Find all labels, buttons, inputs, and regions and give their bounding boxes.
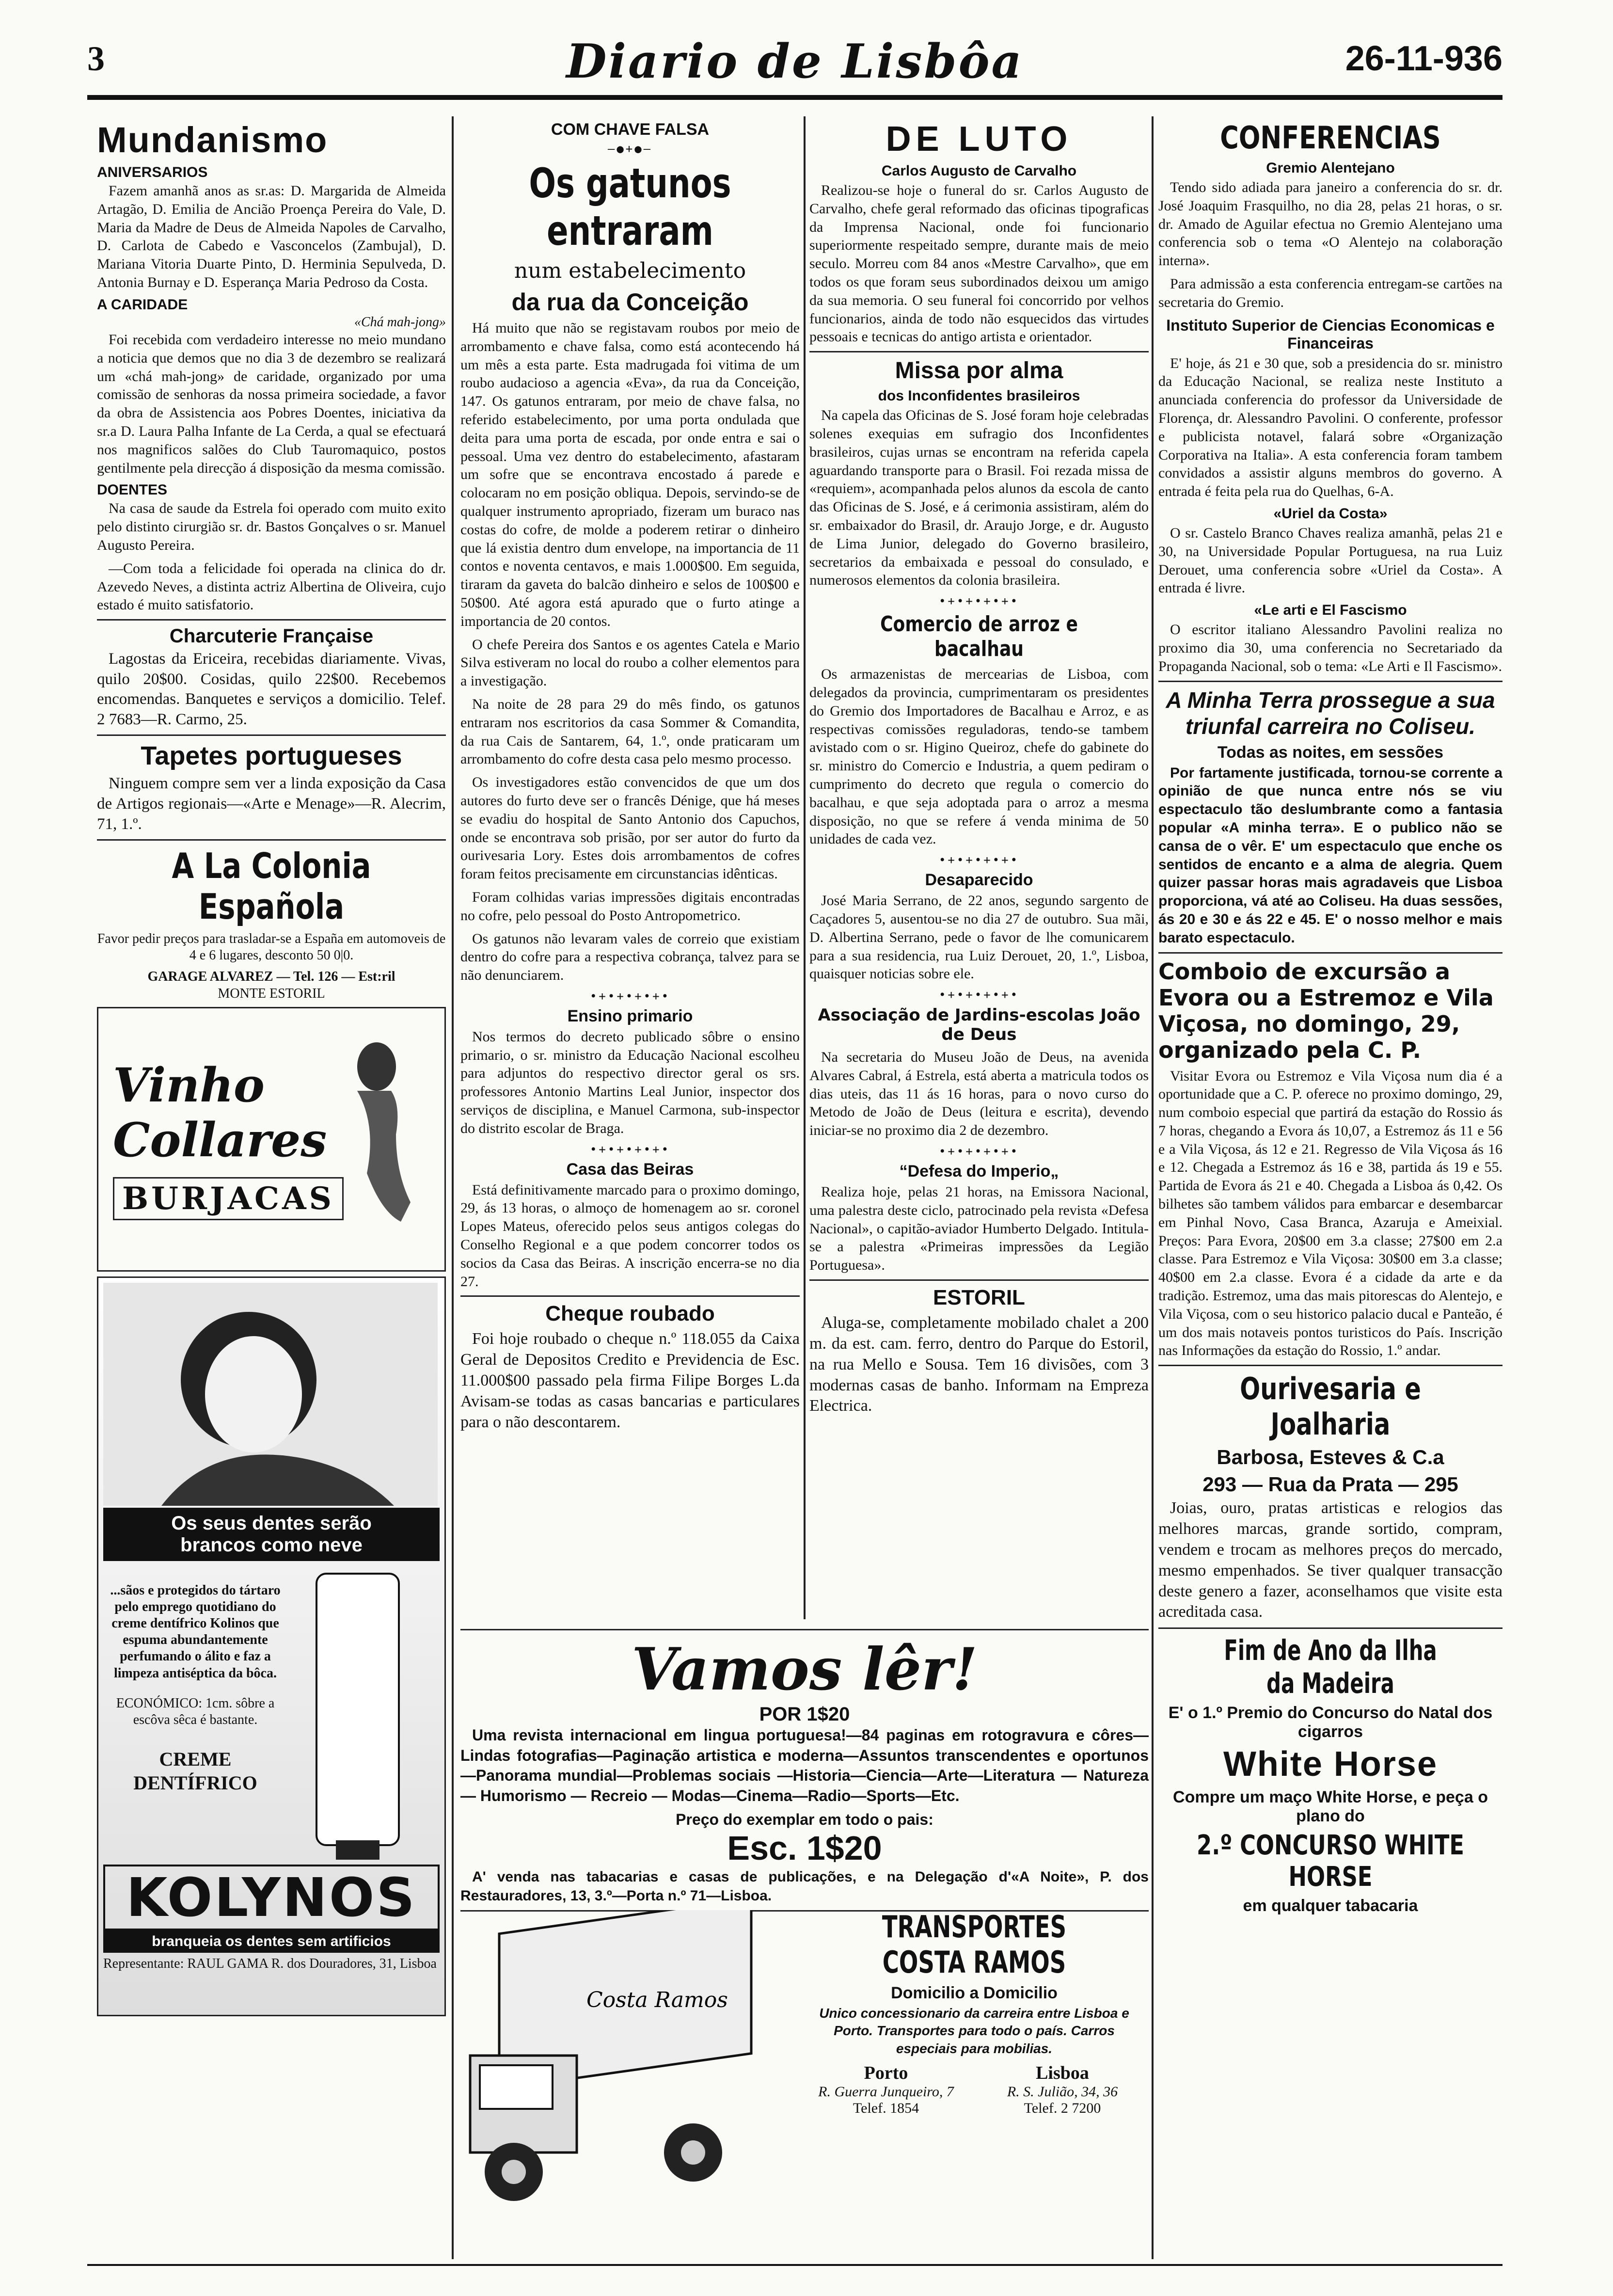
gatunos-text-4: Os investigadores estão convencidos de que um dos autores do furto deve ser o francês Dénige, que há meses se evadiu do hospital de Santo Antonio dos Capuchos, onde se encontrava sob prisão, por ser autor do furto da ourivesaria Lory. Estes dois arrombamentos de cofres foram feitos precisamente em circunstancias idênticas. (460, 774, 800, 882)
vamos-ler-price: POR 1$20 (759, 1704, 850, 1725)
ensino-title: Ensino primario (567, 1006, 693, 1025)
column-1 (97, 116, 446, 2259)
kolynos-brand: KOLYNOS (103, 1865, 440, 1930)
kolynos-creme: CREME DENTÍFRICO (133, 1748, 257, 1794)
instituto-text: E' hoje, ás 21 e 30 que, sob a presidencia do sr. ministro da Educação Nacional, se realiza neste Instituto a anunciada conferencia do professor da Universidade de Florença, dr. Alessandro Pavolini. O conferente, professor e publicista notavel, falará sobre «Organização Corporativa na Italia». A esta conferencia foram tambem convidados a assistir alguns membros do governo. A entrada é feita pela rua do Quelhas, 6-A. (1158, 355, 1502, 500)
estoril-text: Aluga-se, completamente mobilado chalet a 200 m. da est. cam. ferro, dentro do Parque do Estoril, na rua Mello e Sousa. Tem 16 divisões, com 3 modernas casas de banho. Informam na Empreza Electrica. (809, 1314, 1149, 1415)
masthead (87, 34, 1502, 87)
luto-subtitle: Carlos Augusto de Carvalho (881, 163, 1077, 179)
fascismo-title: «Le arti e El Fascismo (1254, 602, 1407, 619)
ornament: •+•+•+•+• (589, 989, 671, 1003)
conferencias-subtitle: Gremio Alentejano (1266, 160, 1395, 176)
divider (1158, 681, 1502, 682)
minha-terra-title: A Minha Terra prossegue a sua triunfal carreira no Coliseu. (1166, 687, 1495, 739)
vamos-ler-price-label: Preço do exemplar em todo o pais: (676, 1811, 933, 1829)
vinho-line-1: Vinho (113, 1058, 265, 1113)
doentes-label: DOENTES (97, 482, 168, 498)
column-3 (809, 116, 1149, 1614)
comercio-title: Comercio de arroz e bacalhau (880, 612, 1078, 662)
article-subtitle-2: da rua da Conceição (511, 288, 749, 316)
defesa-title: “Defesa do Imperio„ (899, 1162, 1059, 1181)
vamos-ler-text: Uma revista internacional em lingua portuguesa!—84 paginas em rotogravura e côres—Lindas fotografias—Paginação artistica e moderna—Assuntos transcendentes e oportunos—Panorama mundial—Problemas sociais —Historia—Ciencia—Arte—Literatura — Natureza — Humorismo — Recreio — Modas—Cinema—Radio—Sports—Etc. (460, 1726, 1149, 1804)
issue-date: 26-11-936 (1345, 39, 1502, 78)
vamos-ler-title: Vamos lêr! (631, 1635, 978, 1704)
gatunos-text-1: Há muito que não se registavam roubos por meio de arrombamento e chave falsa, como está acontecendo há um mês a esta parte. Esta madrugada foi vitima de um roubo audacioso a agencia «Eva», da rua da Conceição, 147. Os gatunos entraram, por meio de chave falsa, no referido estabelecimento, por uma porta ondulada que deita para uma porta de escada, por onde entra e sai o pessoal. Uma vez dentro do estabelecimento, afastaram um sofre que se encontrava encostado á parede e colocaram no em posição obliqua. Depois, servindo-se de qualquer instrumento apropriado, fizeram um buraco nas costas do cofre, de molde a poderem retirar o dinheiro que lá existia dentro dum envelope, na importancia de 11 contos e noventa centavos, e mais 1.000$00. Em seguida, tiraram da gaveta do balcão dinheiro e selos de 100$00 e 50$00. Até agora está apurado que o furto atinge a importancia de 20 contos. (460, 320, 800, 629)
madeira-text: E' o 1.º Premio do Concurso do Natal dos cigarros (1168, 1704, 1493, 1741)
divider (1158, 1365, 1502, 1366)
divider (97, 734, 446, 736)
uriel-text: O sr. Castelo Branco Chaves realiza amanhã, pelas 21 e 30, na Universidade Popular Portuguesa, na rua Luiz Derouet, uma conferencia sobre «Uriel da Costa». A entrada é livre. (1158, 525, 1502, 596)
ensino-text: Nos termos do decreto publicado sôbre o ensino primario, o sr. ministro da Educação Nacional escolheu para adjuntos do respectivo director geral os srs. professores Antonio Martins Leal Junior, inspector dos serviços de disciplina, e Manuel Carmona, sub-inspector do distrito escolar de Braga. (460, 1028, 800, 1136)
article-kicker: COM CHAVE FALSA (551, 120, 710, 139)
defesa-text: Realiza hoje, pelas 21 horas, na Emissora Nacional, uma palestra deste ciclo, patrocinado pela revista «Defesa Nacional», o capitão-aviador Humberto Delgado. Intitula-se a palestra «Primeiras impressões da Legião Portuguesa». (809, 1184, 1149, 1274)
colonia-garage: GARAGE ALVAREZ — Tel. 126 — Est:ril (147, 969, 395, 985)
porto-label: Porto (864, 2063, 908, 2084)
madeira-title: Fim de Ano da Ilha da Madeira (1224, 1634, 1437, 1700)
toothpaste-tube-illustration (287, 1569, 423, 1860)
white-horse-brand: White Horse (1223, 1745, 1438, 1784)
porto-phone: Telef. 1854 (853, 2100, 919, 2117)
white-horse-text: Compre um maço White Horse, e peça o plano do (1173, 1788, 1488, 1826)
lisboa-label: Lisboa (1036, 2063, 1089, 2084)
page-number: 3 (87, 39, 105, 78)
ornament: •+•+•+•+• (938, 1145, 1020, 1159)
cheque-title: Cheque roubado (545, 1302, 715, 1326)
column-divider (1152, 116, 1154, 2259)
kolynos-representative: Representante: RAUL GAMA R. dos Douradores, 31, Lisboa (103, 1956, 437, 1971)
column-divider (804, 116, 806, 1619)
ourivesaria-subtitle: Barbosa, Esteves & C.a (1217, 1446, 1444, 1469)
header-rule (87, 95, 1502, 100)
divider (1158, 1627, 1502, 1629)
divider (1158, 952, 1502, 954)
gatunos-text-2: O chefe Pereira dos Santos e os agentes Catela e Mario Silva estiveram no local do roubo a colher elementos para a investigação. (460, 636, 800, 689)
comboio-text: Visitar Evora ou Estremoz e Vila Viçosa num dia é a oportunidade que a C. P. oferece no proximo domingo, 29, num comboio especial que partirá da estação do Rossio ás 7 horas, chegando a Evora ás 10,07, a Estremoz ás 11 e 56 e a Vila Viçosa, ás 12 e 21. Regresso de Vila Viçosa ás 16 e 12. Chegada a Estremoz ás 16 e 38, partida ás 19 e 55. Partida de Evora ás 21 e 40. Chegada a Lisboa ás 0,42. Os bilhetes são tambem válidos para embarcar e desembarcar em Pinhal Novo, Casa Branca, Azaruja e Ameixial. Preços: Para Evora, 20$00 em 3.a classe; 27$00 em 2.a classe. Para Estremoz e Vila Viçosa: 30$00 em 3.a classe; 40$00 em 2.a classe. Evora é a cidade da arte e da tradição. Estremoz, uma das mais pitorescas do Alentejo, e Vila Viçosa, com o seu historico palacio ducal e Panteão, é um dos mais notaveis pontos turisticos do País. Inscrição nas Informações da estação do Rossio, 1.º andar. (1158, 1068, 1502, 1359)
divider (97, 839, 446, 841)
vamos-ler-ad (460, 1624, 1149, 1916)
comboio-title: Comboio de excursão a Evora ou a Estremoz e Vila Viçosa, no domingo, 29, organizado pela C. P. (1158, 958, 1494, 1063)
jardins-text: Na secretaria do Museu João de Deus, na avenida Alvares Cabral, á Estrela, está aberta a matricula todos os dias uteis, das 11 ás 16 horas, para o novo curso do Metodo de João de Deus (leitura e escrita), devendo iniciar-se no proximo dia 2 de dezembro. (809, 1049, 1149, 1139)
charcuterie-text: Lagostas da Ericeira, recebidas diariamente. Vivas, quilo 20$00. Cosidas, quilo 22$00. Recebemos encomendas. Banquetes e serviços a domicilio. Telef. 2 7683—R. Carmo, 25. (97, 650, 446, 728)
vamos-ler-sale: A' venda nas tabacarias e casas de publicações, e na Delegação d'«A Noite», P. dos Restauradores, 13, 3.º—Porta n.º 71—Lisboa. (460, 1869, 1149, 1904)
ornament: •+•+•+•+• (589, 1142, 671, 1156)
colonia-text: Favor pedir preços para trasladar-se a España em automoveis de 4 e 6 lugares, desconto 50 0|0. (97, 931, 446, 963)
desaparecido-title: Desaparecido (925, 871, 1033, 890)
kolynos-ad (97, 1276, 446, 2016)
kolynos-text: ...sãos e protegidos do tártaro pelo emprego quotidiano do creme dentífrico Kolinos que espuma abundantemente perfumando o álito e faz a limpeza antiséptica da bôca. (110, 1582, 281, 1681)
lisboa-phone: Telef. 2 7200 (1024, 2100, 1101, 2117)
estoril-title: ESTORIL (933, 1286, 1025, 1310)
porto-address: R. Guerra Junqueiro, 7 (818, 2084, 954, 2100)
divider (809, 351, 1149, 352)
woman-portrait-illustration (103, 1283, 438, 1506)
missa-title: Missa por alma (895, 358, 1063, 384)
colonia-place: MONTE ESTORIL (218, 986, 325, 1001)
truck-label: Costa Ramos (586, 1988, 728, 2012)
divider (97, 619, 446, 621)
column-divider (452, 116, 454, 2259)
instituto-title: Instituto Superior de Ciencias Economicas e Financeiras (1166, 316, 1495, 352)
luto-text: Realizou-se hoje o funeral do sr. Carlos Augusto de Carvalho, chefe geral reformado das oficinas tipograficas da Imprensa Nacional, onde foi funcionario superiormente respeitado sempre, durante mais de meio seculo. Morreu com 84 anos «Mestre Carvalho», que em todos os que foram seus subordinados deixou um amigo da sua memoria. O seu funeral foi concorrido por velhos funcionarios, ainda de todo não esquecidos das virtudes pessoais e tecnicas do antigo artista e orientador. (809, 182, 1149, 345)
white-horse-where: em qualquer tabacaria (1243, 1897, 1418, 1915)
conferencias-title: CONFERENCIAS (1220, 120, 1441, 156)
aniversarios-label: ANIVERSARIOS (97, 164, 208, 180)
nude-figure-illustration (323, 1028, 430, 1231)
transportes-subtitle: Domicilio a Domicilio (891, 1984, 1058, 2002)
article-title-gatunos: Os gatunos entraram (529, 159, 731, 255)
beiras-text: Está definitivamente marcado para o proximo domingo, 29, ás 13 horas, o almoço de homenagem ao sr. coronel Lopes Mateus, oferecido pelos seus antigos colegas do Conselho Regional e a que podem concorrer todos os socios da Casa das Beiras. A inscrição encerra-se no dia 27. (460, 1181, 800, 1290)
column-2 (460, 116, 800, 1614)
conferencias-text-2: Para admissão a esta conferencia entregam-se cartões na secretaria do Gremio. (1158, 275, 1502, 310)
ornament: •+•+•+•+• (938, 853, 1020, 867)
divider (809, 1279, 1149, 1281)
vinho-line-2: Collares (113, 1113, 327, 1168)
caridade-text: Foi recebida com verdadeiro interesse no meio mundano a noticia que demos que no dia 3 de dezembro se realizará um «chá mah-jong» de caridade, organizado por uma comissão de senhoras da nossa primeira sociedade, a favor da obra de Assistencia aos Pobres Doentes, iniciativa da sr.a D. Laura Palha Infante de La Cerda, a qual se efectuará nos magnificos salões do Club Tauromaquico, postos gentilmente pela direcção á disposição da mesma comissão. (97, 331, 446, 476)
doentes-text-2: —Com toda a felicidade foi operada na clinica do dr. Azevedo Neves, a distinta actriz Albertina de Oliveira, cujo estado é muito satisfatorio. (97, 560, 446, 613)
minha-terra-subtitle: Todas as noites, em sessões (1217, 743, 1444, 762)
fascismo-text: O escritor italiano Alessandro Pavolini realiza no proximo dia 30, uma conferencia no Secretariado da Propaganda Nacional, sob o tema: «Le Arti e Il Fascismo». (1158, 622, 1502, 674)
truck-illustration (460, 1910, 771, 2211)
white-horse-contest: 2.º CONCURSO WHITE HORSE (1197, 1830, 1464, 1893)
jardins-title: Associação de Jardins-escolas João de Deus (818, 1005, 1140, 1045)
uriel-title: «Uriel da Costa» (1273, 505, 1388, 522)
charcuterie-title: Charcuterie Française (169, 625, 374, 647)
cheque-text: Foi hoje roubado o cheque n.º 118.055 da Caixa Geral de Depositos Credito e Previdencia de Esc. 11.000$00 passado pela firma Filipe Borges L.da Avisam-se todas as casas bancarias e particulares para o não descontarem. (460, 1330, 800, 1431)
comercio-text: Os armazenistas de mercearias de Lisboa, com delegados da provincia, cumprimentaram os presidentes do Gremio dos Importadores de Bacalhau e Arroz, e as respectivas comissões reguladoras, tendo-se tambem avistado com o sr. Higino Queiroz, chefe do gabinete do sr. ministro do Comercio e Industria, a quem pediram o cumprimento do decreto que regula o comercio do bacalhau, e que seja adoptada para o arroz a mesma disposição, no que se refere á venda minima de 50 unidades de cada vez. (809, 666, 1149, 847)
ornament: —●+●— (607, 142, 653, 156)
kolynos-headline-2: brancos como neve (180, 1534, 363, 1556)
transportes-text: Unico concessionario da carreira entre Lisboa e Porto. Transportes para todo o país. Carros especiais para mobilias. (819, 2006, 1129, 2056)
caridade-subtitle: «Chá mah-jong» (354, 314, 446, 330)
article-subtitle-1: num estabelecimento (514, 258, 746, 283)
column-4 (1158, 116, 1502, 2259)
divider (460, 1629, 1149, 1630)
beiras-title: Casa das Beiras (566, 1160, 694, 1179)
aniversarios-text: Fazem amanhã anos as sr.as: D. Margarida de Almeida Artagão, D. Emilia de Ancião Proença Pereira do Vale, D. Maria da Madre de Deus de Almeida Napoles de Carvalho, D. Carlota de Cabedo e Vasconcelos (Zambujal), D. Mariana Vitoria Duarte Pinto, D. Herminia Sepulveda, D. Antonia Burnay e D. Esperança Maria Pedroso da Costa. (97, 183, 446, 290)
vinho-brand: BURJACAS (113, 1177, 344, 1220)
transportes-costa-ramos-ad (805, 1905, 1144, 2117)
conferencias-text-1: Tendo sido adiada para janeiro a conferencia do sr. dr. José Joaquim Frasquilho, no dia 28, pelas 21 horas, o sr. dr. Amado de Aguilar efectua no Gremio Alentejano uma conferencia sob o tema «O Alentejo na colaboração interna». (1158, 179, 1502, 269)
lisboa-address: R. S. Julião, 34, 36 (1007, 2084, 1118, 2100)
ourivesaria-title: Ourivesaria e Joalharia (1240, 1371, 1421, 1442)
ornament: •+•+•+•+• (938, 594, 1020, 608)
divider (460, 1295, 800, 1297)
vamos-ler-price-big: Esc. 1$20 (727, 1829, 882, 1867)
ourivesaria-address: 293 — Rua da Prata — 295 (1202, 1473, 1458, 1496)
missa-text: Na capela das Oficinas de S. José foram hoje celebradas solenes exequias em sufragio dos Inconfidentes brasileiros, cujas urnas se encontram na referida capela aguardando transporte para o Brasil. Foi rezada missa de «requiem», acompanhada pelos alunos da escola de canto das Oficinas de S. José, e á cerimonia assistiram, além do sr. embaixador do Brasil, dr. Araujo Jorge, e dr. Augusto de Lima Junior, delegado do Governo brasileiro, secretarios da embaixada e pessoal do consulado, e numerosos elementos da colonia brasileira. (809, 407, 1149, 589)
caridade-label: A CARIDADE (97, 296, 188, 313)
newspaper-title: Diario de Lisbôa (566, 34, 1024, 89)
tapetes-title: Tapetes portugueses (141, 741, 402, 771)
tapetes-text: Ninguem compre sem ver a linda exposição da Casa de Artigos regionais—«Arte e Menage»—R. Alecrim, 71, 1.º. (97, 775, 446, 833)
desaparecido-text: José Maria Serrano, de 22 anos, segundo sargento de Caçadores 5, ausentou-se no dia 27 de outubro. Sua mãi, D. Albertina Serrano, pede o favor de lhe comunicarem para a sua residencia, rua Luiz Derouet, 20, 1.º, Lisboa, quaisquer noticias sobre ele. (809, 893, 1149, 982)
vinho-collares-ad (97, 1007, 446, 1272)
footer-rule (87, 2264, 1502, 2266)
gatunos-text-6: Os gatunos não levaram vales de correio que existiam dentro do cofre para a respectiva cobrança, talvez para se não denunciarem. (460, 930, 800, 984)
kolynos-headline-1: Os seus dentes serão (171, 1512, 372, 1534)
minha-terra-text: Por fartamente justificada, tornou-se corrente a opinião de que nunca entre nós se viu espectaculo tão deslumbrante como a fantasia popular «A minha terra». E o publico não se cansa de o vêr. E' um espectaculo que enche os sentidos de encanto e a alma de alegria. Quem quizer passar horas mais agradaveis que Lisboa proporciona, vá até ao Coliseu. Ha duas sessões, ás 20 e 30 e ás 22 e 45. E' o nosso melhor e mais barato espectaculo. (1158, 765, 1502, 946)
section-title-mundanismo: Mundanismo (97, 120, 328, 160)
doentes-text-1: Na casa de saude da Estrela foi operado com muito exito pelo distinto cirurgião sr. dr. Bastos Gonçalves o sr. Manuel Augusto Pereira. (97, 500, 446, 553)
gatunos-text-5: Foram colhidas varias impressões digitais encontradas no cofre, pelo pessoal do Posto Antropometrico. (460, 889, 800, 924)
missa-subtitle: dos Inconfidentes brasileiros (878, 388, 1080, 404)
colonia-title: A La Colonia Española (172, 845, 371, 927)
luto-title: DE LUTO (886, 120, 1073, 159)
ornament: •+•+•+•+• (938, 988, 1020, 1002)
transportes-title: TRANSPORTES COSTA RAMOS (882, 1909, 1067, 1980)
kolynos-slogan: branqueia os dentes sem artificios (103, 1930, 440, 1953)
kolynos-economico: ECONÓMICO: 1cm. sôbre a escôva sêca é bastante. (116, 1695, 275, 1727)
ourivesaria-text: Joias, ouro, pratas artisticas e relogios das melhores marcas, grande sortido, compram, vendem e trocam as melhores preços do mercado, mesmo empenhados. Se tiver qualquer transacção deste genero a fazer, aconselhamos que visite esta acreditada casa. (1158, 1499, 1502, 1621)
gatunos-text-3: Na noite de 28 para 29 do mês findo, os gatunos entraram nos escritorios da casa Sommer & Comandita, da rua Cais de Santarem, 64, 1.º, onde praticaram um arrombamento do cofre desta casa pelo mesmo processo. (460, 696, 800, 767)
